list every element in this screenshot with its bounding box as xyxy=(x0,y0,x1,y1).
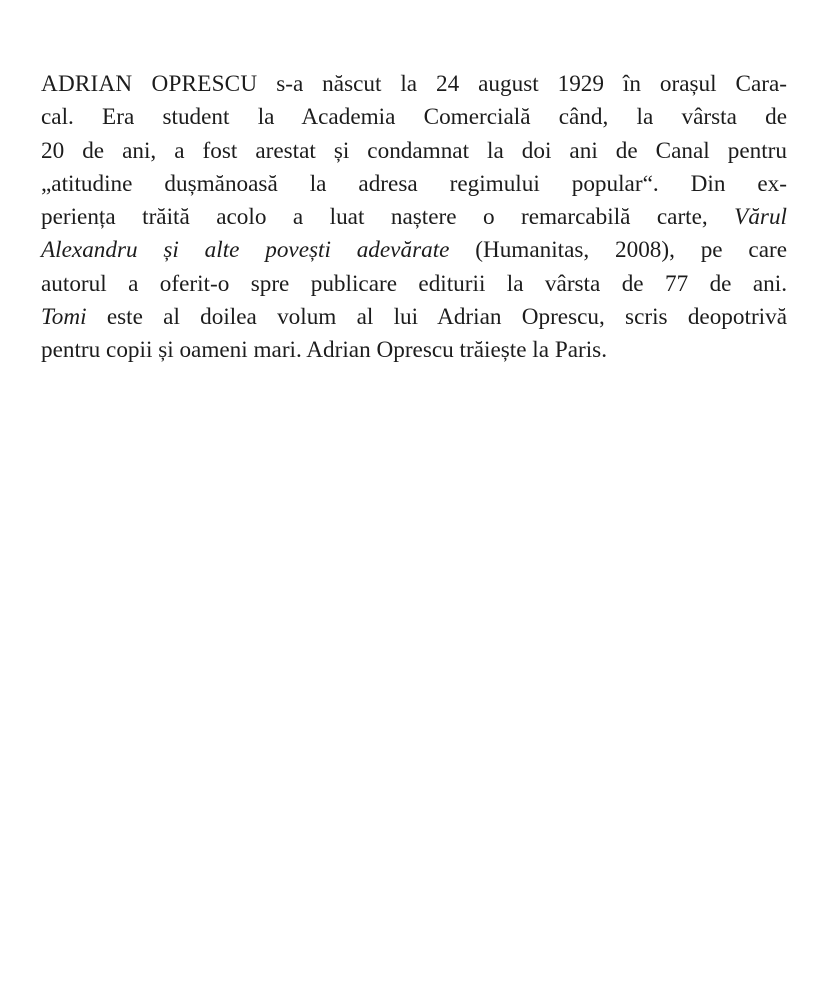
bio-line-5 xyxy=(41,201,787,234)
bio-line-6-text: (Humanitas, 2008), pe care xyxy=(449,237,787,264)
bio-line-9: pentru copii și oameni mari. Adrian Oprescu trăiește la Paris. xyxy=(41,337,607,364)
bio-line-6 xyxy=(41,234,787,267)
book-title-tomi: Tomi xyxy=(41,304,87,331)
bio-line-7: autorul a oferit-o spre publicare editurii la vârsta de 77 de ani. xyxy=(41,270,787,297)
author-name-caps: ADRIAN OPRESCU xyxy=(41,71,258,97)
bio-line-3: 20 de ani, a fost arestat și condamnat la doi ani de Canal pentru xyxy=(41,137,787,164)
bio-line-8 xyxy=(41,301,787,334)
bio-line-2: cal. Era student la Academia Comercială când, la vârsta de xyxy=(41,104,787,131)
book-title-part-2: Alexandru și alte povești adevărate xyxy=(41,237,450,264)
bio-line-4: „atitudine dușmănoasă la adresa regimului popular“. Din ex- xyxy=(41,170,787,197)
author-bio-paragraph xyxy=(41,68,787,368)
bio-line-1 xyxy=(41,68,787,101)
book-title-part-1: Vărul xyxy=(734,204,787,231)
bio-line-1-text: s-a născut la 24 august 1929 în orașul Cara- xyxy=(257,71,787,97)
bio-line-8-text: este al doilea volum al lui Adrian Oprescu, scris deopotrivă xyxy=(86,304,787,331)
bio-line-5-text: periența trăită acolo a luat naștere o remarcabilă carte, xyxy=(41,204,735,231)
